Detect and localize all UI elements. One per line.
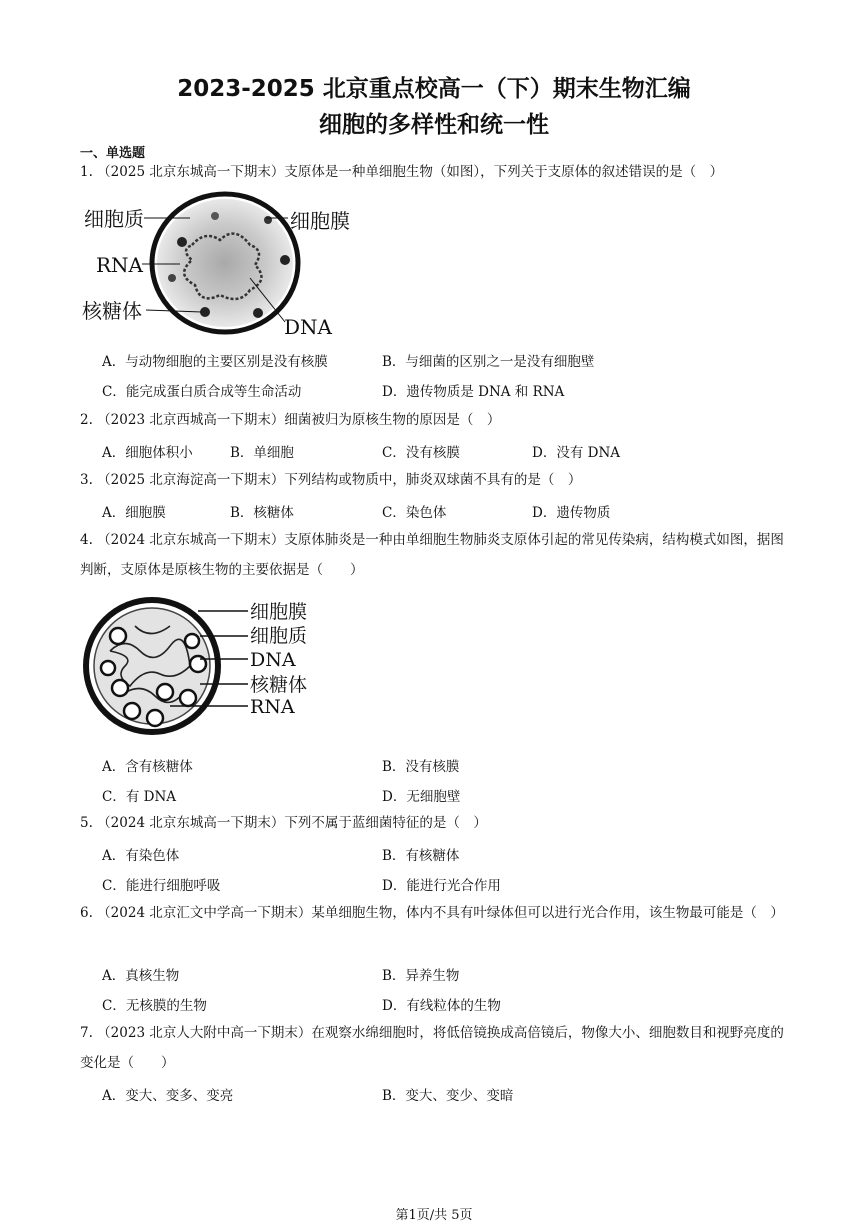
- doc-title: 2023-2025 北京重点校高一（下）期末生物汇编: [177, 76, 691, 102]
- mycoplasma-figure-2: [80, 596, 330, 736]
- q3-option-c: C．染色体: [382, 505, 447, 521]
- q6-option-b: B．异养生物: [382, 968, 460, 984]
- fig1-label-ribosome: 核糖体: [82, 299, 142, 323]
- fig1-label-rna: RNA: [96, 253, 144, 277]
- fig1-label-dna: DNA: [284, 315, 332, 339]
- question-5-stem: 5. （2024 北京东城高一下期末）下列不属于蓝细菌特征的是（ ）: [80, 815, 487, 831]
- section-heading: 一、单选题: [80, 146, 146, 161]
- q1-option-a: A．与动物细胞的主要区别是没有核膜: [102, 354, 328, 370]
- q3-option-b: B．核糖体: [230, 505, 294, 521]
- page-footer: 第1页/共 5页: [395, 1208, 473, 1223]
- q5-option-b: B．有核糖体: [382, 848, 460, 864]
- fig2-label-ribosome: 核糖体: [250, 674, 308, 696]
- q1-option-c: C．能完成蛋白质合成等生命活动: [102, 384, 302, 400]
- q3-option-a: A．细胞膜: [102, 505, 166, 521]
- question-6-stem: 6. （2024 北京汇文中学高一下期末）某单细胞生物，体内不具有叶绿体但可以进行光合作用，该生物最可能是（ ）: [80, 905, 784, 921]
- question-7-stem: 7. （2023 北京人大附中高一下期末）在观察水绵细胞时，将低倍镜换成高倍镜后，物像大小、细胞数目和视野亮度的变化是（ ）: [80, 1025, 784, 1071]
- q2-option-c: C．没有核膜: [382, 445, 460, 461]
- q2-option-a: A．细胞体积小: [102, 445, 193, 461]
- q5-option-d: D．能进行光合作用: [382, 878, 501, 894]
- q5-option-c: C．能进行细胞呼吸: [102, 878, 221, 894]
- fig1-label-membrane: 细胞膜: [290, 209, 350, 233]
- question-2-stem: 2. （2023 北京西城高一下期末）细菌被归为原核生物的原因是（ ）: [80, 412, 501, 428]
- q6-option-d: D．有线粒体的生物: [382, 998, 501, 1014]
- q1-option-b: B．与细菌的区别之一是没有细胞壁: [382, 354, 595, 370]
- q1-option-d: D．遗传物质是 DNA 和 RNA: [382, 384, 565, 400]
- q5-option-a: A．有染色体: [102, 848, 180, 864]
- q4-option-b: B．没有核膜: [382, 759, 460, 775]
- q6-option-a: A．真核生物: [102, 968, 180, 984]
- fig2-label-membrane: 细胞膜: [250, 601, 308, 623]
- question-4-stem: 4. （2024 北京东城高一下期末）支原体肺炎是一种由单细胞生物肺炎支原体引起的常见传染病，结构模式如图，据图判断，支原体是原核生物的主要依据是（ ）: [80, 532, 784, 578]
- q3-option-d: D．遗传物质: [532, 505, 611, 521]
- q7-option-a: A．变大、变多、变亮: [102, 1088, 234, 1104]
- doc-subtitle: 细胞的多样性和统一性: [319, 112, 549, 138]
- q4-option-a: A．含有核糖体: [102, 759, 193, 775]
- fig1-label-cytoplasm: 细胞质: [84, 207, 144, 231]
- q7-option-b: B．变大、变少、变暗: [382, 1088, 514, 1104]
- fig2-label-rna: RNA: [250, 696, 295, 718]
- fig2-label-dna: DNA: [250, 649, 296, 671]
- question-3-stem: 3. （2025 北京海淀高一下期末）下列结构或物质中，肺炎双球菌不具有的是（ ）: [80, 472, 582, 488]
- fig2-label-cytoplasm: 细胞质: [250, 625, 308, 647]
- q2-option-b: B．单细胞: [230, 445, 294, 461]
- question-1-stem: 1. （2025 北京东城高一下期末）支原体是一种单细胞生物（如图），下列关于支原体的叙述错误的是（ ）: [80, 164, 724, 180]
- q2-option-d: D．没有 DNA: [532, 445, 621, 461]
- q6-option-c: C．无核膜的生物: [102, 998, 207, 1014]
- mycoplasma-figure-1: [80, 190, 380, 340]
- q4-option-c: C．有 DNA: [102, 789, 177, 805]
- q4-option-d: D．无细胞壁: [382, 789, 461, 805]
